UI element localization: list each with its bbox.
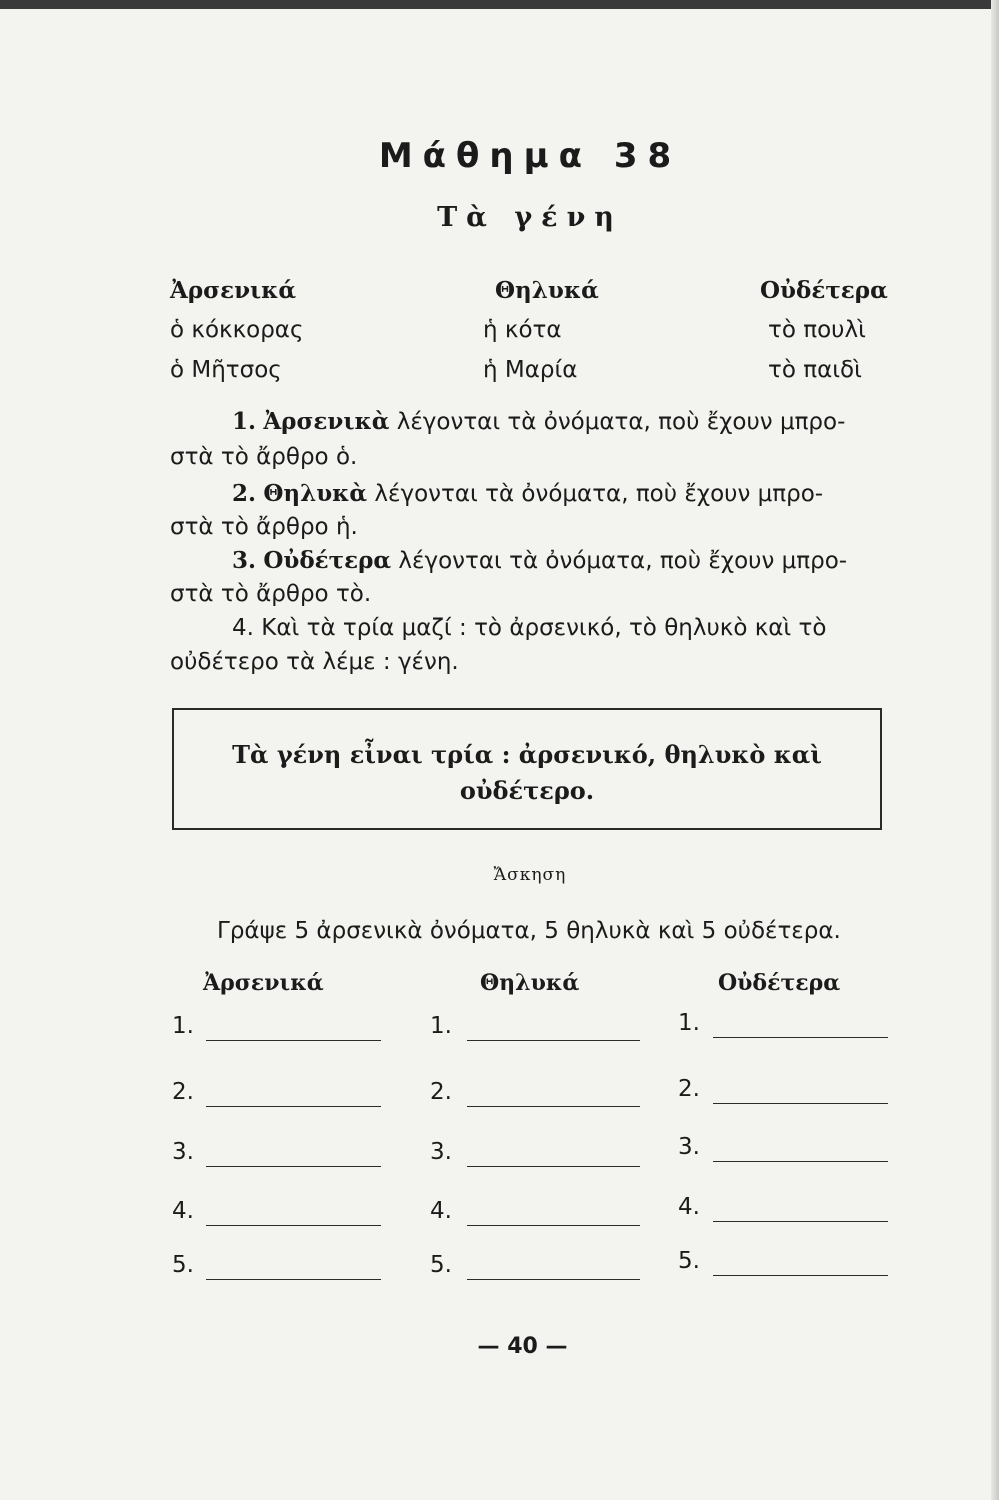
blank-number: 3. (678, 1134, 700, 1160)
blank-number: 3. (430, 1139, 452, 1165)
rule-text: λέγονται τὰ ὀνόματα, ποὺ ἔχουν μπρο- (374, 481, 824, 507)
rule-text: λέγονται τὰ ὀνόματα, ποὺ ἔχουν μπρο- (396, 409, 846, 435)
lesson-title: Μάθημα 38 (378, 136, 682, 176)
scan-top-border (0, 0, 999, 9)
rule-number: 4. (232, 615, 254, 641)
summary-line-1: Τὰ γένη εἶναι τρία : ἀρσενικό, θηλυκὸ καὶ (232, 740, 822, 769)
table-cell: τὸ πουλὶ (768, 317, 866, 343)
table-cell: ἡ Μαρία (483, 357, 578, 383)
exercise-column-neuter: Οὐδέτερα (718, 970, 841, 996)
rule-line (232, 612, 826, 645)
blank-number: 3. (172, 1139, 194, 1165)
summary-line-2: οὐδέτερο. (459, 776, 595, 805)
rule-text-continued: οὐδέτερο τὰ λέμε : γένη. (170, 649, 459, 675)
exercise-column-masculine: Ἀρσενικά (203, 970, 324, 996)
rule-text-continued: στὰ τὸ ἄρθρο τὸ. (170, 581, 372, 607)
answer-blank[interactable] (713, 1103, 888, 1104)
answer-blank[interactable] (467, 1166, 640, 1167)
answer-blank[interactable] (467, 1279, 640, 1280)
rule-number: 3. (232, 547, 257, 574)
answer-blank[interactable] (713, 1221, 888, 1222)
blank-number: 1. (678, 1010, 700, 1036)
table-header-feminine: Θηλυκά (495, 277, 599, 304)
answer-blank[interactable] (206, 1279, 381, 1280)
rule-term: Ἀρσενικὰ (263, 408, 390, 435)
blank-number: 5. (678, 1248, 700, 1274)
rule-text: λέγονται τὰ ὀνόματα, ποὺ ἔχουν μπρο- (398, 548, 848, 574)
exercise-heading: Ἄσκηση (493, 865, 567, 885)
blank-number: 2. (430, 1079, 452, 1105)
rule-term: Θηλυκὰ (263, 480, 368, 507)
rule-text-continued: στὰ τὸ ἄρθρο ἡ. (170, 514, 358, 540)
answer-blank[interactable] (713, 1275, 888, 1276)
table-cell: τὸ παιδὶ (768, 357, 862, 383)
answer-blank[interactable] (467, 1040, 640, 1041)
answer-blank[interactable] (206, 1040, 381, 1041)
answer-blank[interactable] (713, 1037, 888, 1038)
answer-blank[interactable] (206, 1106, 381, 1107)
table-cell: ὁ Μῆτσος (170, 357, 282, 383)
rule-number: 2. (232, 480, 257, 507)
summary-box (172, 708, 882, 830)
table-cell: ἡ κότα (483, 317, 562, 343)
answer-blank[interactable] (713, 1161, 888, 1162)
blank-number: 4. (430, 1198, 452, 1224)
table-cell: ὁ κόκκορας (170, 317, 304, 343)
exercise-column-feminine: Θηλυκά (480, 970, 580, 996)
rule-text: Καὶ τὰ τρία μαζί : τὸ ἀρσενικό, τὸ θηλυκὸ καὶ τὸ (261, 615, 827, 641)
blank-number: 1. (430, 1013, 452, 1039)
answer-blank[interactable] (206, 1225, 381, 1226)
answer-blank[interactable] (467, 1225, 640, 1226)
exercise-instruction: Γράψε 5 ἀρσενικὰ ὀνόματα, 5 θηλυκὰ καὶ 5 οὐδέτερα. (217, 918, 841, 944)
blank-number: 2. (678, 1076, 700, 1102)
page-number: — 40 — (477, 1334, 568, 1359)
rule-line (232, 544, 847, 578)
blank-number: 1. (172, 1013, 194, 1039)
rule-term: Οὐδέτερα (263, 547, 392, 574)
lesson-subtitle: Τὰ γένη (437, 202, 623, 233)
answer-blank[interactable] (206, 1166, 381, 1167)
blank-number: 2. (172, 1079, 194, 1105)
rule-line (232, 405, 845, 439)
rule-number: 1. (232, 408, 257, 435)
answer-blank[interactable] (467, 1106, 640, 1107)
table-header-masculine: Ἀρσενικά (170, 277, 297, 304)
rule-text-continued: στὰ τὸ ἄρθρο ὁ. (170, 444, 358, 470)
blank-number: 4. (172, 1198, 194, 1224)
blank-number: 4. (678, 1194, 700, 1220)
blank-number: 5. (430, 1252, 452, 1278)
table-header-neuter: Οὐδέτερα (760, 277, 888, 304)
rule-line (232, 477, 823, 511)
blank-number: 5. (172, 1252, 194, 1278)
